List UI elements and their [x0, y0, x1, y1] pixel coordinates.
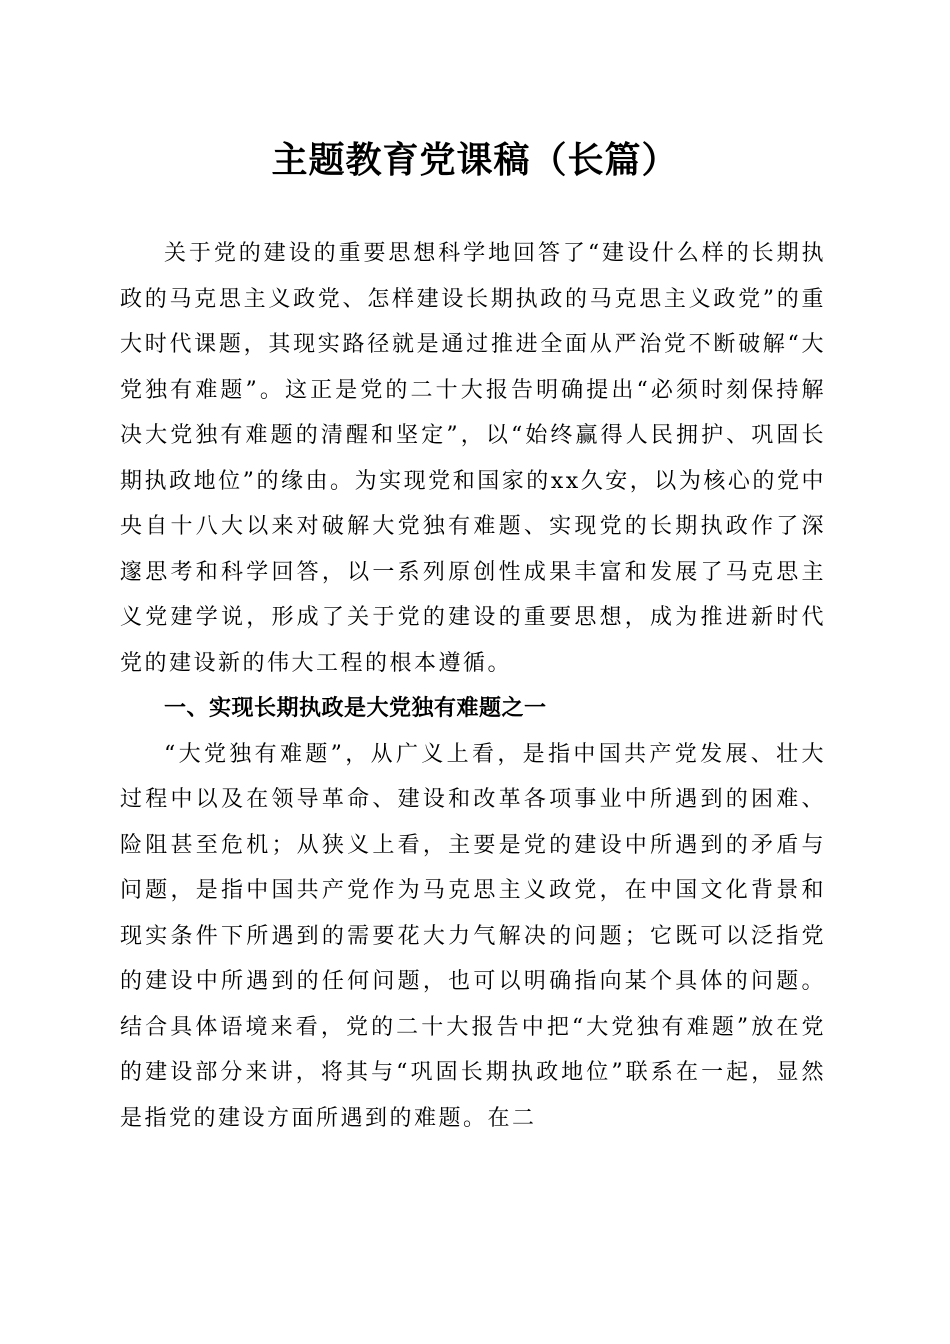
intro-paragraph: 关于党的建设的重要思想科学地回答了“建设什么样的长期执政的马克思主义政党、怎样建设长期执政的马克思主义政党”的重大时代课题，其现实路径就是通过推进全面从严治党不断破解“大党独有难题”。这正是党的二十大报告明确提出“必须时刻保持解决大党独有难题的清醒和坚定”，以“始终赢得人民拥护、巩固长期执政地位”的缘由。为实现党和国家的xx久安，以为核心的党中央自十八大以来对破解大党独有难题、实现党的长期执政作了深邃思考和科学回答，以一系列原创性成果丰富和发展了马克思主义党建学说，形成了关于党的建设的重要思想，成为推进新时代党的建设新的伟大工程的根本遵循。 [120, 241, 826, 676]
section-1-paragraph: “大党独有难题”，从广义上看，是指中国共产党发展、壮大过程中以及在领导革命、建设和改革各项事业中所遇到的困难、险阻甚至危机；从狭义上看，主要是党的建设中所遇到的矛盾与问题，是指中国共产党作为马克思主义政党，在中国文化背景和现实条件下所遇到的需要花大力气解决的问题；它既可以泛指党的建设中所遇到的任何问题，也可以明确指向某个具体的问题。结合具体语境来看，党的二十大报告中把“大党独有难题”放在党的建设部分来讲，将其与“巩固长期执政地位”联系在一起，显然是指党的建设方面所遇到的难题。在二 [120, 741, 826, 1131]
section-heading-1: 一、实现长期执政是大党独有难题之一 [164, 696, 547, 721]
document-title: 主题教育党课稿（长篇） [271, 139, 679, 181]
document-body [120, 231, 826, 1141]
